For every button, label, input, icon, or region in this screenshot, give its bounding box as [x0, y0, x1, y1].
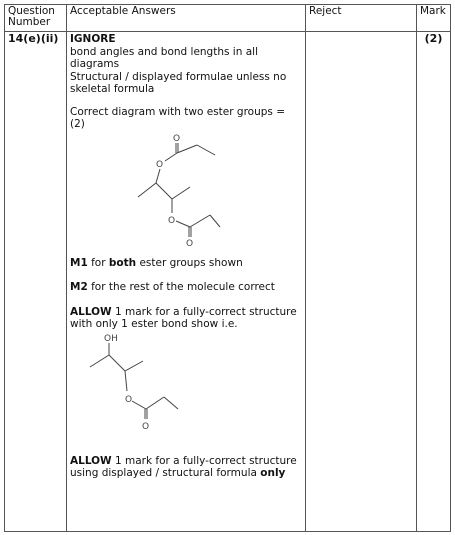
m2-label: M2 [70, 281, 88, 293]
m2-text: for the rest of the molecule correct [87, 281, 275, 293]
diagram2-bond [132, 401, 146, 409]
ignore-line-bonds: bond angles and bond lengths in all diagrams [70, 45, 258, 70]
diagram2-bond [109, 355, 125, 371]
diagram1-atom-o-bottom: O [186, 238, 194, 249]
diagram1-bond [190, 215, 210, 227]
diester-skeletal-diagram [70, 131, 300, 249]
diagram1-bond [210, 215, 220, 227]
ignore-line-formulae: Structural / displayed formulae unless no skeletal formula [70, 70, 287, 95]
acceptable-answers-cell [67, 32, 306, 532]
diagram2-bond [146, 397, 164, 409]
diagram1-bond [176, 221, 190, 227]
diagram1-bond [138, 183, 156, 197]
header-row [5, 5, 451, 32]
diagram2-bond [90, 355, 109, 367]
mark-value: (2) [417, 32, 451, 532]
diagram1-bond [156, 169, 160, 183]
allow-displayed-formula-text: 1 mark for a fully-correct structure using displayed / structural formula [70, 454, 297, 479]
allow-displayed-formula-line [70, 455, 302, 480]
diagram1-atom-o-top: O [173, 133, 181, 144]
diagram2-bond [125, 361, 143, 371]
header-mark: Mark [417, 5, 451, 32]
diagram2-bond [164, 397, 178, 409]
mark-scheme-table [4, 4, 451, 532]
diagram2-atom-o-ester: O [125, 394, 133, 405]
answer-row [5, 32, 451, 532]
diagram1-atom-o-ester1: O [156, 159, 164, 170]
diagram1-atom-o-ester2: O [168, 215, 176, 226]
m1-bold-word: both [108, 256, 137, 269]
diagram1-bond [156, 183, 172, 199]
diagram2-bond [125, 371, 127, 391]
allow-label: ALLOW [70, 305, 112, 318]
question-number: 14(e)(ii) [5, 32, 67, 532]
m2-line [70, 281, 302, 294]
allow-one-ester-text: 1 mark for a fully-correct structure with only 1 ester bond show i.e. [70, 305, 297, 330]
ignore-label: IGNORE [70, 33, 116, 45]
monoester-skeletal-diagram [70, 331, 300, 449]
m1-text-post: ester groups shown [136, 256, 243, 269]
allow-only-word: only [260, 467, 286, 479]
correct-diagram-text: Correct diagram with two ester groups = (2) [70, 105, 286, 130]
header-reject: Reject [306, 5, 417, 32]
m1-text-pre: for [87, 256, 109, 269]
m1-line [70, 257, 302, 270]
allow-label: ALLOW [70, 454, 112, 467]
m1-label: M1 [70, 256, 88, 269]
header-acceptable-answers: Acceptable Answers [67, 5, 306, 32]
diagram1-bond [197, 145, 215, 155]
allow-one-ester-line [70, 306, 302, 331]
diagram2-atom-o-bottom: O [142, 421, 150, 432]
diagram2-atom-oh: OH [104, 333, 118, 344]
reject-cell [306, 32, 417, 532]
header-question-number: Question Number [5, 5, 67, 32]
diagram1-bond [165, 153, 177, 161]
diagram1-bond [172, 187, 190, 199]
diagram1-bond [177, 145, 197, 153]
